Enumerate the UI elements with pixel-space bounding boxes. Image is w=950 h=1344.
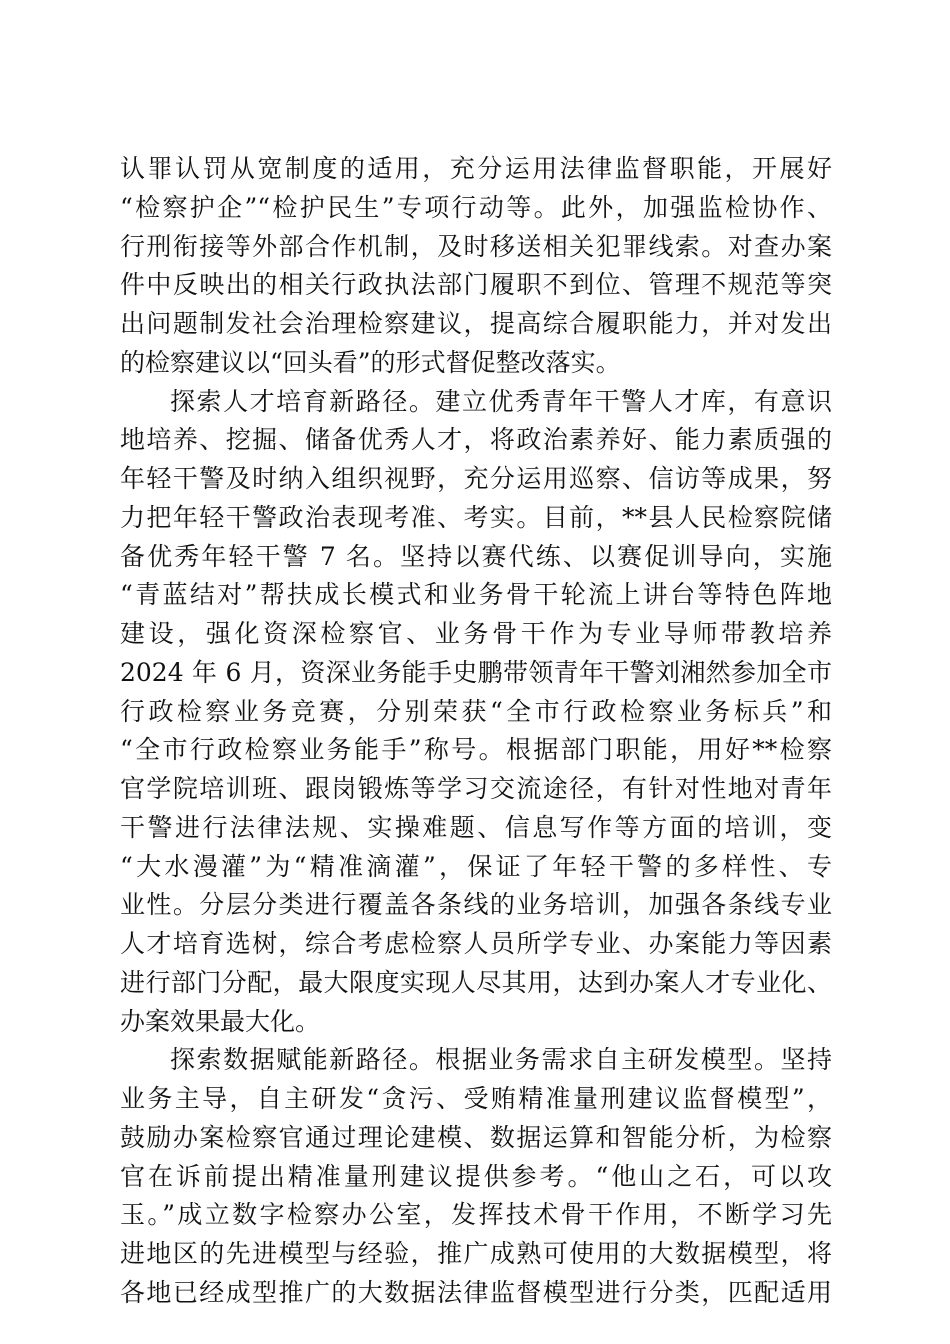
text-line: 件中反映出的相关行政执法部门履职不到位、管理不规范等突 (120, 270, 832, 300)
text-line: 各地已经成型推广的大数据法律监督模型进行分类，匹配适用 (120, 1277, 832, 1307)
text-line: 办案效果最大化。 (120, 1006, 321, 1036)
text-line: 行刑衔接等外部合作机制，及时移送相关犯罪线索。对查办案 (120, 231, 832, 261)
text-line: 认罪认罚从宽制度的适用，充分运用法律监督职能，开展好 (120, 154, 832, 183)
text-line: 进行部门分配，最大限度实现人尽其用，达到办案人才专业化、 (120, 967, 832, 997)
text-line: 人才培育选树，综合考虑检察人员所学专业、办案能力等因素 (120, 929, 832, 958)
text-line: “检察护企”“检护民生”专项行动等。此外，加强监检协作、 (120, 192, 832, 222)
text-line: 玉。”成立数字检察办公室，发挥技术骨干作用，不断学习先 (120, 1200, 832, 1230)
text-line: 官学院培训班、跟岗锻炼等学习交流途径，有针对性地对青年 (120, 774, 832, 803)
text-line: 地培养、挖掘、储备优秀人才，将政治素养好、能力素质强的 (120, 425, 832, 455)
text-line: 进地区的先进模型与经验，推广成熟可使用的大数据模型，将 (120, 1239, 832, 1268)
text-line: “大水漫灌”为“精准滴灌”，保证了年轻干警的多样性、专 (120, 851, 832, 881)
text-line: “青蓝结对”帮扶成长模式和业务骨干轮流上讲台等特色阵地 (120, 580, 832, 610)
text-line: 业务主导，自主研发“贪污、受贿精准量刑建议监督模型”， (120, 1084, 832, 1113)
text-line: 备优秀年轻干警 7 名。坚持以赛代练、以赛促训导向，实施 (120, 541, 832, 571)
text-line: 官在诉前提出精准量刑建议提供参考。“他山之石，可以攻 (120, 1161, 832, 1191)
text-line: 鼓励办案检察官通过理论建模、数据运算和智能分析，为检察 (120, 1122, 832, 1152)
text-line: 行政检察业务竞赛，分别荣获“全市行政检察业务标兵”和 (120, 696, 832, 726)
paragraph-heading-line: 探索数据赋能新路径。根据业务需求自主研发模型。坚持 (170, 1045, 832, 1075)
text-line: 干警进行法律法规、实操难题、信息写作等方面的培训，变 (120, 812, 832, 842)
text-line: “全市行政检察业务能手”称号。根据部门职能，用好**检察 (120, 735, 832, 765)
text-line: 力把年轻干警政治表现考准、考实。目前，**县人民检察院储 (120, 502, 832, 532)
text-line: 的检察建议以“回头看”的形式督促整改落实。 (120, 347, 621, 377)
text-line: 业性。分层分类进行覆盖各条线的业务培训，加强各条线专业 (120, 890, 832, 920)
text-line: 出问题制发社会治理检察建议，提高综合履职能力，并对发出 (120, 309, 832, 338)
text-line: 2024 年 6 月，资深业务能手史鹏带领青年干警刘湘然参加全市 (120, 657, 832, 687)
text-line: 建设，强化资深检察官、业务骨干作为专业导师带教培养 (120, 619, 832, 648)
document-page (120, 150, 832, 1313)
paragraph-heading-line: 探索人才培育新路径。建立优秀青年干警人才库，有意识 (170, 386, 832, 416)
text-line: 年轻干警及时纳入组织视野，充分运用巡察、信访等成果，努 (120, 464, 832, 493)
